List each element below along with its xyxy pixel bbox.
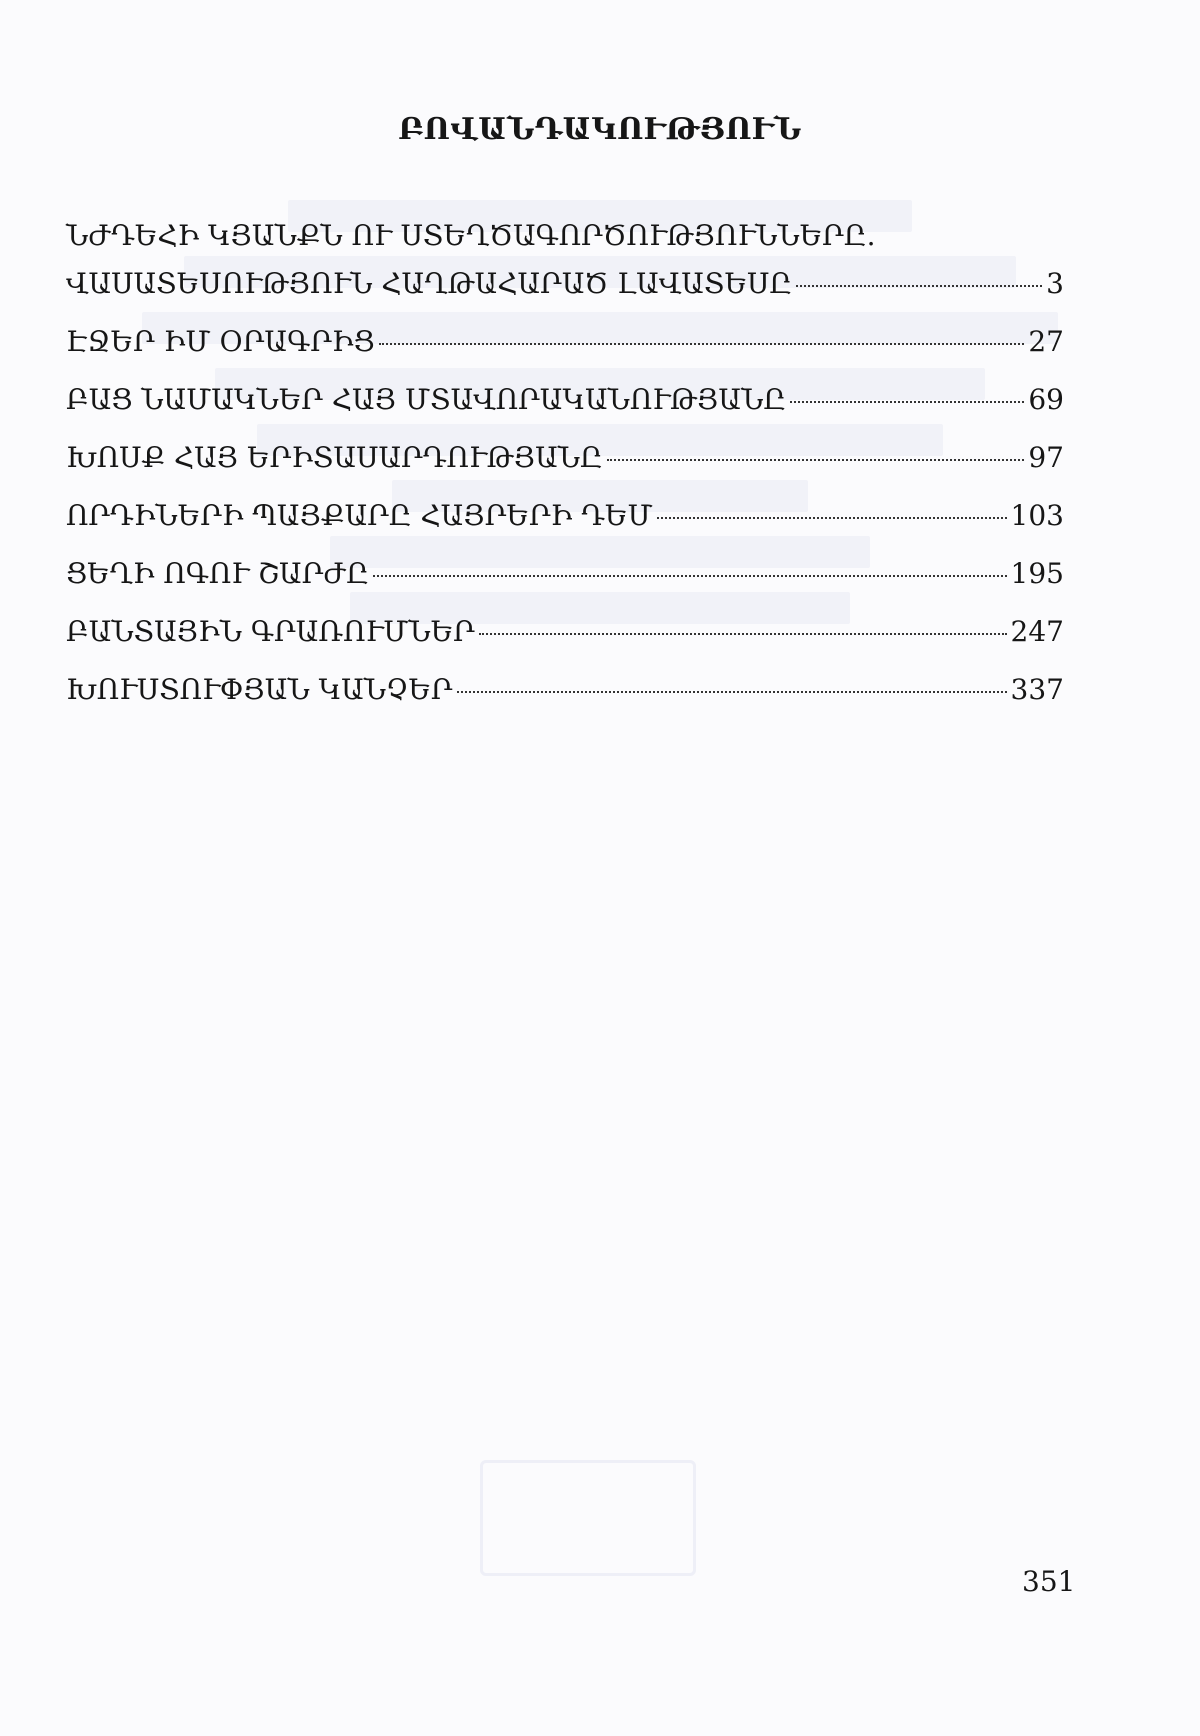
toc-entry xyxy=(66,324,1064,360)
toc-entry-page: 195 xyxy=(1010,557,1064,590)
toc-entry-page: 3 xyxy=(1046,267,1064,300)
toc-entry-page: 97 xyxy=(1028,441,1064,474)
table-of-contents xyxy=(66,218,1064,708)
dot-leader xyxy=(479,633,1007,635)
toc-entry xyxy=(66,672,1064,708)
dot-leader xyxy=(657,517,1007,519)
toc-entry xyxy=(66,440,1064,476)
toc-entry-title: ԲԱՆՏԱՅԻՆ ԳՐԱՌՈՒՄՆԵՐ xyxy=(66,615,475,648)
show-through-logo xyxy=(480,1460,696,1576)
toc-entry-page: 247 xyxy=(1010,615,1064,648)
toc-entry-page: 27 xyxy=(1028,325,1064,358)
toc-entry xyxy=(66,556,1064,592)
dot-leader xyxy=(607,459,1025,461)
toc-entry-title: ԲԱՑ ՆԱՄԱԿՆԵՐ ՀԱՅ ՄՏԱՎՈՐԱԿԱՆՈՒԹՅԱՆԸ xyxy=(66,383,787,416)
toc-entry-page: 337 xyxy=(1010,673,1064,706)
toc-entry xyxy=(66,218,1064,254)
dot-leader xyxy=(790,401,1024,403)
toc-entry-title: ԽՈՒՍՏՈՒՓՅԱՆ ԿԱՆՉԵՐ xyxy=(66,673,453,706)
dot-leader xyxy=(796,285,1042,287)
toc-entry-title: ՑԵՂԻ ՈԳՈՒ ՇԱՐԺԸ xyxy=(66,557,369,590)
toc-entry-title: ՎԱՍԱՏԵՍՈՒԹՅՈՒՆ ՀԱՂԹԱՀԱՐԱԾ ԼԱՎԱՏԵՍԸ xyxy=(66,267,793,300)
toc-entry-title: ԷՋԵՐ ԻՄ ՕՐԱԳՐԻՑ xyxy=(66,325,375,358)
toc-entry xyxy=(66,614,1064,650)
toc-entry-page: 103 xyxy=(1010,499,1064,532)
toc-entry-page: 69 xyxy=(1028,383,1064,416)
dot-leader xyxy=(379,343,1025,345)
dot-leader xyxy=(457,691,1007,693)
page-number: 351 xyxy=(1022,1565,1076,1598)
toc-entry-title: ՈՐԴԻՆԵՐԻ ՊԱՅՔԱՐԸ ՀԱՅՐԵՐԻ ԴԵՄ xyxy=(66,499,653,532)
contents-heading: ԲՈՎԱՆԴԱԿՈՒԹՅՈՒՆ xyxy=(398,112,802,147)
toc-entry-title: ԽՈՍՔ ՀԱՅ ԵՐԻՏԱՍԱՐԴՈՒԹՅԱՆԸ xyxy=(66,441,603,474)
toc-entry-title: ՆԺԴԵՀԻ ԿՅԱՆՔՆ ՈՒ ՍՏԵՂԾԱԳՈՐԾՈՒԹՅՈՒՆՆԵՐԸ. xyxy=(66,219,876,252)
dot-leader xyxy=(373,575,1007,577)
toc-entry xyxy=(66,498,1064,534)
toc-entry xyxy=(66,382,1064,418)
toc-entry xyxy=(66,266,1064,302)
